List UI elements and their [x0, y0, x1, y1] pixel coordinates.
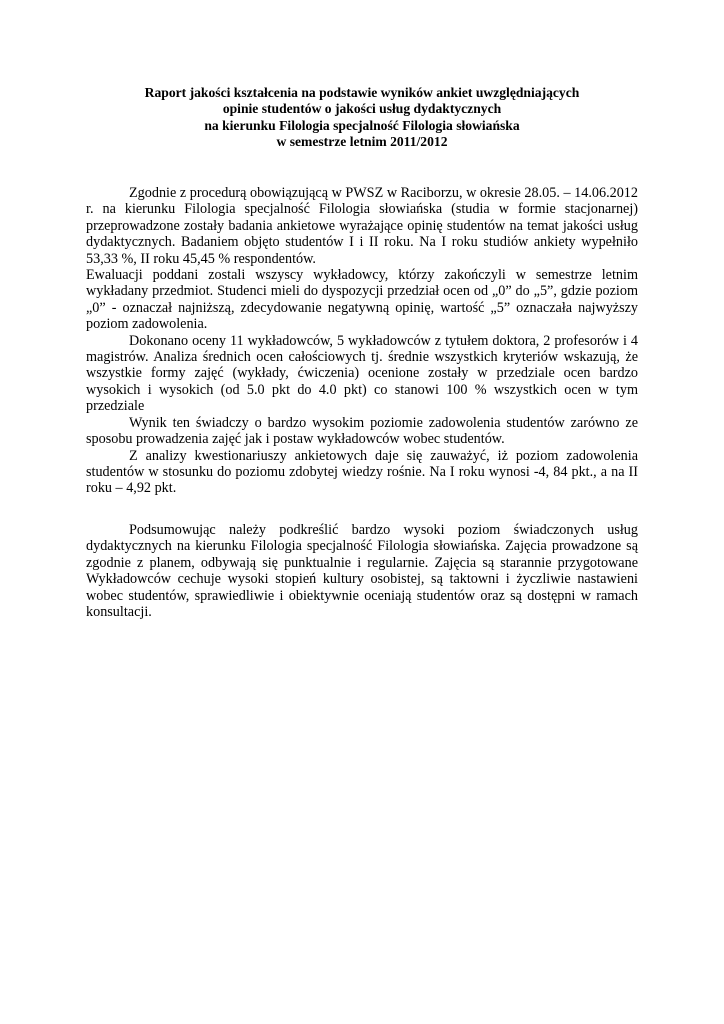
title-line-1: Raport jakości kształcenia na podstawie wyników ankiet uwzględniających — [144, 85, 580, 100]
report-summary — [86, 522, 638, 620]
paragraph-summary: Podsumowując należy podkreślić bardzo wysoki poziom świadczonych usług dydaktycznych na kierunku Filologia specjalność Filologia słowiańska. Zajęcia prowadzone są zgodnie z planem, odbywają się punktualnie i regularnie. Zajęcia są starannie przygotowane Wykładowców cechuje wysoki stopień kultury osobistej, są taktowni i życzliwie nastawieni wobec studentów, sprawiedliwie i obiektywnie oceniają studentów oraz są dostępni w ramach konsultacji. — [86, 522, 638, 621]
paragraph-analysis: Z analizy kwestionariuszy ankietowych daje się zauważyć, iż poziom zadowolenia studentów w stosunku do poziomu zdobytej wiedzy rośnie. Na I roku wynosi -4, 84 pkt., a na II roku – 4,92 pkt. — [86, 447, 638, 497]
report-body — [86, 185, 638, 497]
report-title — [86, 85, 638, 151]
paragraph-result: Wynik ten świadczy o bardzo wysokim poziomie zadowolenia studentów zarówno ze sposobu prowadzenia zajęć jak i postaw wykładowców wobec studentów. — [86, 414, 638, 448]
title-line-4: w semestrze letnim 2011/2012 — [276, 134, 448, 150]
paragraph-procedure: Zgodnie z procedurą obowiązującą w PWSZ w Raciborzu, w okresie 28.05. – 14.06.2012 r. na kierunku Filologia specjalność Filologia słowiańska (studia w formie stacjonarnej) przeprowadzone zostały badania ankietowe wyrażające opinię studentów na temat jakości usług dydaktycznych. Badaniem objęto studentów I i II roku. Na I roku studiów ankiety wypełniło 53,33 %, II roku 45,45 % respondentów. — [86, 185, 638, 267]
paragraph-evaluation: Ewaluacji poddani zostali wszyscy wykładowcy, którzy zakończyli w semestrze letnim wykładany przedmiot. Studenci mieli do dyspozycji przedział ocen od „0” do „5”, gdzie poziom „0” - oznaczał najniższą, zdecydowanie negatywną opinię, wartość „5” oznaczała najwyższy poziom zadowolenia. — [86, 267, 638, 333]
title-line-2: opinie studentów o jakości usług dydaktycznych — [222, 101, 502, 117]
title-line-3: na kierunku Filologia specjalność Filologia słowiańska — [204, 117, 520, 133]
paragraph-assessment: Dokonano oceny 11 wykładowców, 5 wykładowców z tytułem doktora, 2 profesorów i 4 magistrów. Analiza średnich ocen całościowych tj. średnie wszystkich kryteriów wskazują, że wszystkie formy zajęć (wykłady, ćwiczenia) ocenione zostały w przedziale ocen bardzo wysokich i wysokich (od 5.0 pkt do 4.0 pkt) co stanowi 100 % wszystkich ocen w tym przedziale — [86, 332, 638, 415]
